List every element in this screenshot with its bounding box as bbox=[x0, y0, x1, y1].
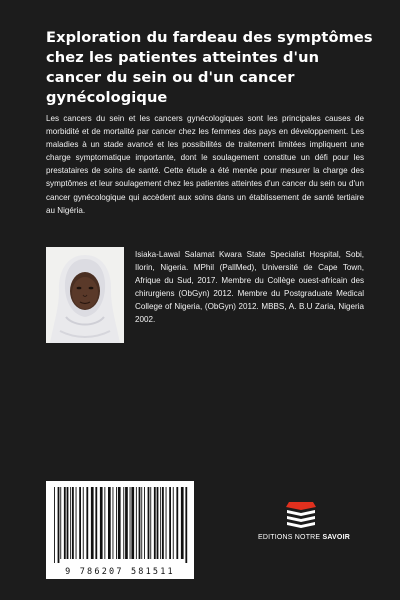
barcode-bar bbox=[116, 487, 117, 559]
barcode-bar bbox=[91, 487, 94, 559]
barcode-bar bbox=[130, 487, 131, 559]
barcode-bar bbox=[169, 487, 171, 559]
author-bio: Isiaka-Lawal Salamat Kwara State Specialist Hospital, Sobi, Ilorin, Nigeria. MPhil (PallMed), Université de Cape Town, Afrique du Sud, 2017. Membre du Collège ouest-africain des chirurgiens (ObGyn) 2012. Membre du Postgraduate Medical College of Nigeria, (ObGyn) 2012. MBBS, A. B.U Zaria, Nigeria 2002. bbox=[135, 250, 364, 325]
barcode-bar bbox=[104, 487, 105, 559]
barcode-bar bbox=[125, 487, 128, 559]
author-photo bbox=[46, 247, 124, 343]
barcode-bar bbox=[173, 487, 174, 559]
barcode-bar bbox=[157, 487, 159, 559]
barcode-bar bbox=[118, 487, 121, 559]
barcode-bar bbox=[166, 487, 167, 559]
barcode-bar bbox=[131, 487, 134, 559]
barcode-bar bbox=[176, 487, 178, 559]
barcode-bar bbox=[95, 487, 97, 559]
book-title: Exploration du fardeau des symptômes chez les patientes atteintes d'un cancer du sein ou d'un cancer gynécologique bbox=[46, 29, 373, 106]
isbn-number: 9 786207 581511 bbox=[65, 567, 175, 577]
barcode-bar bbox=[148, 487, 150, 559]
barcode-bar bbox=[72, 487, 74, 559]
barcode-bar bbox=[144, 487, 145, 559]
publisher-name: EDITIONS NOTRE SAVOIR bbox=[258, 534, 350, 541]
barcode-bar bbox=[185, 487, 187, 563]
barcode-bar bbox=[113, 487, 114, 559]
barcode-bar bbox=[54, 487, 55, 563]
barcode-bar bbox=[86, 487, 88, 559]
barcode-bar bbox=[76, 487, 77, 559]
barcode-bar bbox=[141, 487, 142, 559]
barcode-bar bbox=[162, 487, 164, 559]
book-abstract: Les cancers du sein et les cancers gynécologiques sont les principales causes de morbidité et de mortalité par cancer chez les femmes des pays en développement. Les maladies à un stade avancé et les possibilités de traitement limitées impliquent une charge symptomatique importante, dont le soulagement constitue un défi pour les prestataires de soins de santé. Cette étude a été menée pour mesurer la charge des symptômes et leur soulagement chez les patientes atteintes d'un cancer du sein ou d'un cancer gynécologique qui accèdent aux soins dans un établissement de santé tertiaire au Nigéria. bbox=[46, 114, 364, 215]
barcode-bar bbox=[160, 487, 161, 559]
barcode-bar bbox=[79, 487, 81, 559]
barcode-bar bbox=[123, 487, 124, 559]
barcode-bar bbox=[70, 487, 71, 559]
isbn-barcode bbox=[46, 481, 194, 579]
barcode-bar bbox=[136, 487, 137, 559]
barcode-bar bbox=[150, 487, 151, 559]
barcode-bar bbox=[67, 487, 69, 559]
publisher-logo-icon bbox=[284, 500, 318, 530]
barcode-bar bbox=[139, 487, 141, 559]
barcode-bars bbox=[46, 481, 194, 565]
barcode-bar bbox=[108, 487, 111, 559]
barcode-bar bbox=[60, 487, 61, 559]
publisher-block bbox=[258, 500, 350, 560]
barcode-bar bbox=[64, 487, 66, 559]
barcode-bar bbox=[100, 487, 103, 559]
barcode-bar bbox=[154, 487, 156, 559]
barcode-bar bbox=[83, 487, 84, 559]
author-portrait-image bbox=[46, 247, 124, 343]
barcode-bar bbox=[181, 487, 184, 559]
barcode-bar bbox=[58, 487, 60, 563]
